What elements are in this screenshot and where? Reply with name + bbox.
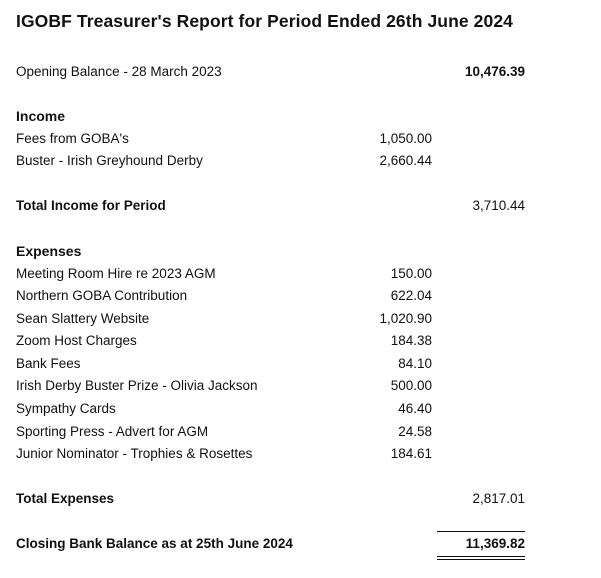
expense-item-label: Sporting Press - Advert for AGM xyxy=(16,424,209,439)
expense-item-label: Zoom Host Charges xyxy=(16,333,137,348)
expense-row xyxy=(16,331,536,351)
closing-balance-row xyxy=(16,534,536,554)
expense-item-label: Junior Nominator - Trophies & Rosettes xyxy=(16,446,253,461)
expenses-heading-row xyxy=(16,241,536,261)
total-expenses-row xyxy=(16,489,536,509)
expense-item-amount: 84.10 xyxy=(398,356,432,371)
total-expenses-label: Total Expenses xyxy=(16,491,115,506)
expense-item-amount: 1,020.90 xyxy=(379,311,432,326)
expenses-heading: Expenses xyxy=(16,243,82,259)
expense-item-amount: 184.38 xyxy=(390,333,432,348)
income-item-label: Buster - Irish Greyhound Derby xyxy=(16,153,203,168)
closing-balance-amount: 11,369.82 xyxy=(465,536,525,551)
expense-item-label: Irish Derby Buster Prize - Olivia Jackson xyxy=(16,378,258,393)
closing-balance-label: Closing Bank Balance as at 25th June 2024 xyxy=(16,536,293,551)
expense-item-label: Bank Fees xyxy=(16,356,81,371)
expense-row xyxy=(16,422,536,442)
expense-row xyxy=(16,264,536,284)
expense-item-amount: 150.00 xyxy=(390,266,432,281)
expense-item-label: Northern GOBA Contribution xyxy=(16,288,188,303)
expense-item-amount: 622.04 xyxy=(390,288,432,303)
expense-item-amount: 184.61 xyxy=(390,446,432,461)
income-item-amount: 2,660.44 xyxy=(379,153,432,168)
income-row xyxy=(16,151,536,171)
expense-row xyxy=(16,444,536,464)
opening-balance-row xyxy=(16,62,536,82)
opening-balance-label: Opening Balance - 28 March 2023 xyxy=(16,64,222,79)
expense-row xyxy=(16,309,536,329)
income-item-amount: 1,050.00 xyxy=(379,131,432,146)
opening-balance-amount: 10,476.39 xyxy=(464,64,525,79)
total-income-row xyxy=(16,196,536,216)
expense-item-label: Sympathy Cards xyxy=(16,401,116,416)
expense-item-amount: 500.00 xyxy=(390,378,432,393)
expense-item-amount: 46.40 xyxy=(398,401,432,416)
total-expenses-amount: 2,817.01 xyxy=(472,491,525,506)
closing-double-underline xyxy=(437,556,525,557)
expense-row xyxy=(16,399,536,419)
report-title: IGOBF Treasurer's Report for Period Ended 26th June 2024 xyxy=(16,11,513,31)
total-income-label: Total Income for Period xyxy=(16,198,166,213)
closing-double-underline xyxy=(437,559,525,560)
income-row xyxy=(16,129,536,149)
expense-item-amount: 24.58 xyxy=(398,424,432,439)
closing-top-rule xyxy=(437,531,525,532)
expense-row xyxy=(16,286,536,306)
total-income-amount: 3,710.44 xyxy=(472,198,525,213)
income-heading-row xyxy=(16,106,536,126)
income-item-label: Fees from GOBA's xyxy=(16,131,129,146)
expense-row xyxy=(16,354,536,374)
income-heading: Income xyxy=(16,108,66,124)
expense-row xyxy=(16,376,536,396)
expense-item-label: Sean Slattery Website xyxy=(16,311,150,326)
expense-item-label: Meeting Room Hire re 2023 AGM xyxy=(16,266,216,281)
